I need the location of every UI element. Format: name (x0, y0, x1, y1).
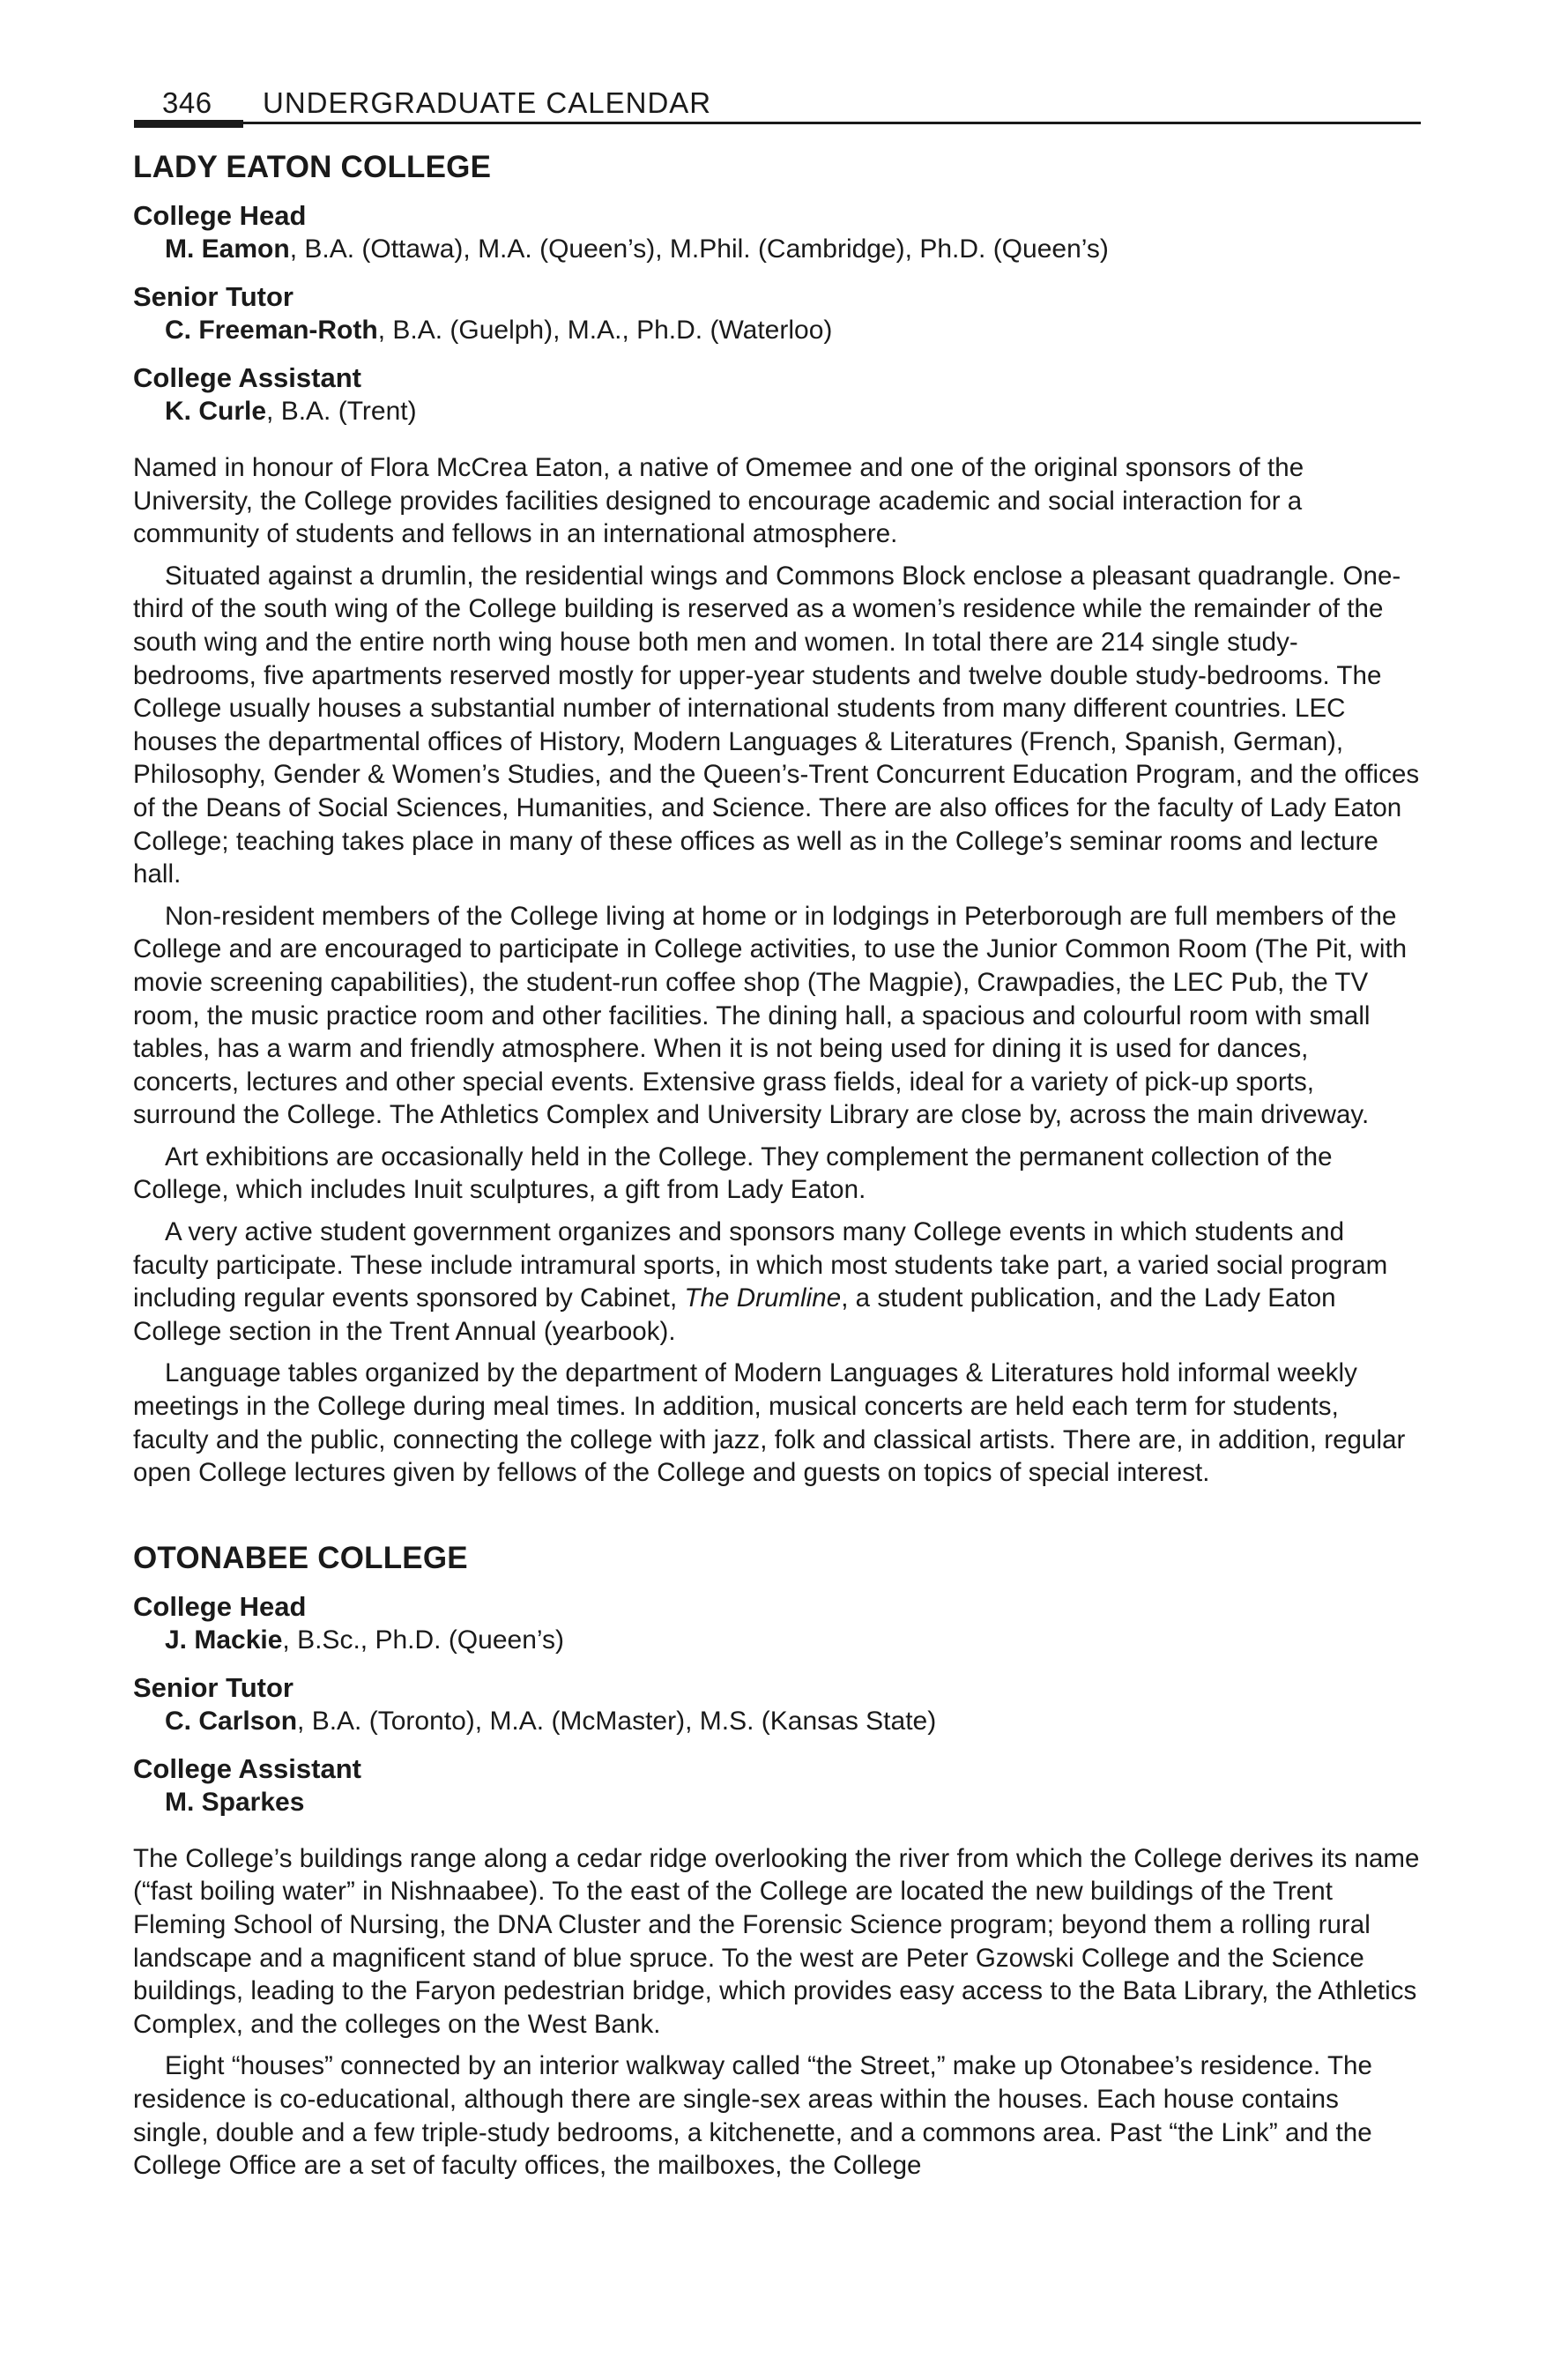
section-otonabee-college (133, 1541, 1420, 2183)
staff-list (133, 1590, 1420, 1819)
role-title: College Assistant (133, 1752, 361, 1784)
person-name: J. Mackie (165, 1625, 283, 1655)
person-credentials: , B.A. (Toronto), M.A. (McMaster), M.S. (Kansas State) (297, 1706, 937, 1736)
role-title: College Assistant (133, 362, 361, 393)
person-credentials: , B.A. (Ottawa), M.A. (Queen’s), M.Phil. (Cambridge), Ph.D. (Queen’s) (289, 234, 1109, 264)
content (133, 150, 1420, 2191)
role-title: Senior Tutor (133, 1671, 294, 1703)
page-number: 346 (162, 86, 212, 119)
body-paragraph (133, 1216, 1420, 1348)
person-credentials: , B.A. (Trent) (266, 397, 417, 426)
person-name: M. Eamon (165, 234, 290, 264)
role-person (133, 233, 1420, 266)
person-name: C. Carlson (165, 1706, 298, 1736)
header-tab (134, 120, 243, 128)
person-credentials: , B.Sc., Ph.D. (Queen’s) (282, 1625, 564, 1655)
person-name: C. Freeman-Roth (165, 316, 378, 345)
body-paragraph: Named in honour of Flora McCrea Eaton, a native of Omemee and one of the original sponsors of the University, the College provides facilities designed to encourage academic and social interaction for a community of students and fellows in an international atmosphere. (133, 453, 1304, 549)
body-paragraph: Non-resident members of the College living at home or in lodgings in Peterborough are full members of the College and are encouraged to participate in College activities, to use the Junior Common Room (The Pit, with movie screening capabilities), the student-run coffee shop (The Magpie), Crawpadies, the LEC Pub, the TV room, the music practice room and other facilities. The dining hall, a spacious and colourful room with small tables, has a warm and friendly atmosphere. When it is not being used for dining it is used for dances, concerts, lectures and other special events. Extensive grass fields, ideal for a variety of pick-up sports, surround the College. The Athletics Complex and University Library are close by, across the main driveway. (133, 901, 1408, 1130)
running-title: UNDERGRADUATE CALENDAR (263, 86, 712, 119)
section-lady-eaton-college (133, 150, 1420, 1490)
role-title: Senior Tutor (133, 281, 294, 312)
section-gap (133, 1499, 1420, 1541)
role-person (133, 314, 1420, 347)
header-rule (134, 122, 1421, 124)
text-run: A very active student government organizes and sponsors many College events in which students and faculty participate. These include intramural sports, in which most students take part, a varied social program including regular events sponsored by Cabinet, (133, 1217, 1388, 1313)
staff-list (133, 199, 1420, 428)
role-title: College Head (133, 200, 307, 231)
person-credentials: , B.A. (Guelph), M.A., Ph.D. (Waterloo) (377, 316, 833, 345)
role-title: College Head (133, 1590, 307, 1622)
body-paragraph: Language tables organized by the department of Modern Languages & Literatures hold informal weekly meetings in the College during meal times. In addition, musical concerts are held each term for students, faculty and the public, connecting the college with jazz, folk and classical artists. There are, in addition, regular open College lectures given by fellows of the College and guests on topics of special interest. (133, 1358, 1406, 1488)
body-paragraph: Situated against a drumlin, the residential wings and Commons Block enclose a pleasant quadrangle. One-third of the south wing of the College building is reserved as a women’s residence while the remainder of the south wing and the entire north wing house both men and women. In total there are 214 single study-bedrooms, five apartments reserved mostly for upper-year students and twelve double study-bedrooms. The College usually houses a substantial number of international students from many different countries. LEC houses the departmental offices of History, Modern Languages & Literatures (French, Spanish, German), Philosophy, Gender & Women’s Studies, and the Queen’s-Trent Concurrent Education Program, and the offices of the Deans of Social Sciences, Humanities, and Science. There are also offices for the faculty of Lady Eaton College; teaching takes place in many of these offices as well as in the College’s seminar rooms and lecture hall. (133, 561, 1420, 889)
section-title: OTONABEE COLLEGE (133, 1540, 468, 1575)
body-paragraph: Art exhibitions are occasionally held in the College. They complement the permanent collection of the College, which includes Inuit sculptures, a gift from Lady Eaton. (133, 1142, 1333, 1205)
running-header (134, 81, 1421, 127)
person-name: K. Curle (165, 397, 267, 426)
role-person (133, 1786, 1420, 1819)
role-person (133, 395, 1420, 428)
role-person (133, 1705, 1420, 1738)
body-paragraph: The College’s buildings range along a cedar ridge overlooking the river from which the College derives its name (“fast boiling water” in Nishnaabee). To the east of the College are located the new buildings of the Trent Fleming School of Nursing, the DNA Cluster and the Forensic Science program; beyond them a rolling rural landscape and a magnificent stand of blue spruce. To the west are Peter Gzowski College and the Science buildings, leading to the Faryon pedestrian bridge, which provides easy access to the Bata Library, the Athletics Complex, and the colleges on the West Bank. (133, 1843, 1420, 2039)
body-paragraph: Eight “houses” connected by an interior walkway called “the Street,” make up Otonabee’s residence. The residence is co-educational, although there are single-sex areas within the houses. Each house contains single, double and a few triple-study bedrooms, a kitchenette, and a commons area. Past “the Link” and the College Office are a set of faculty offices, the mailboxes, the College (133, 2051, 1372, 2181)
publication-title: The Drumline (684, 1283, 842, 1313)
text-run: , a student publication, and the Lady Eaton College section in the Trent Annual (yearbook). (133, 1283, 1336, 1346)
section-title: LADY EATON COLLEGE (133, 150, 492, 184)
role-person (133, 1624, 1420, 1657)
person-name: M. Sparkes (165, 1787, 305, 1817)
